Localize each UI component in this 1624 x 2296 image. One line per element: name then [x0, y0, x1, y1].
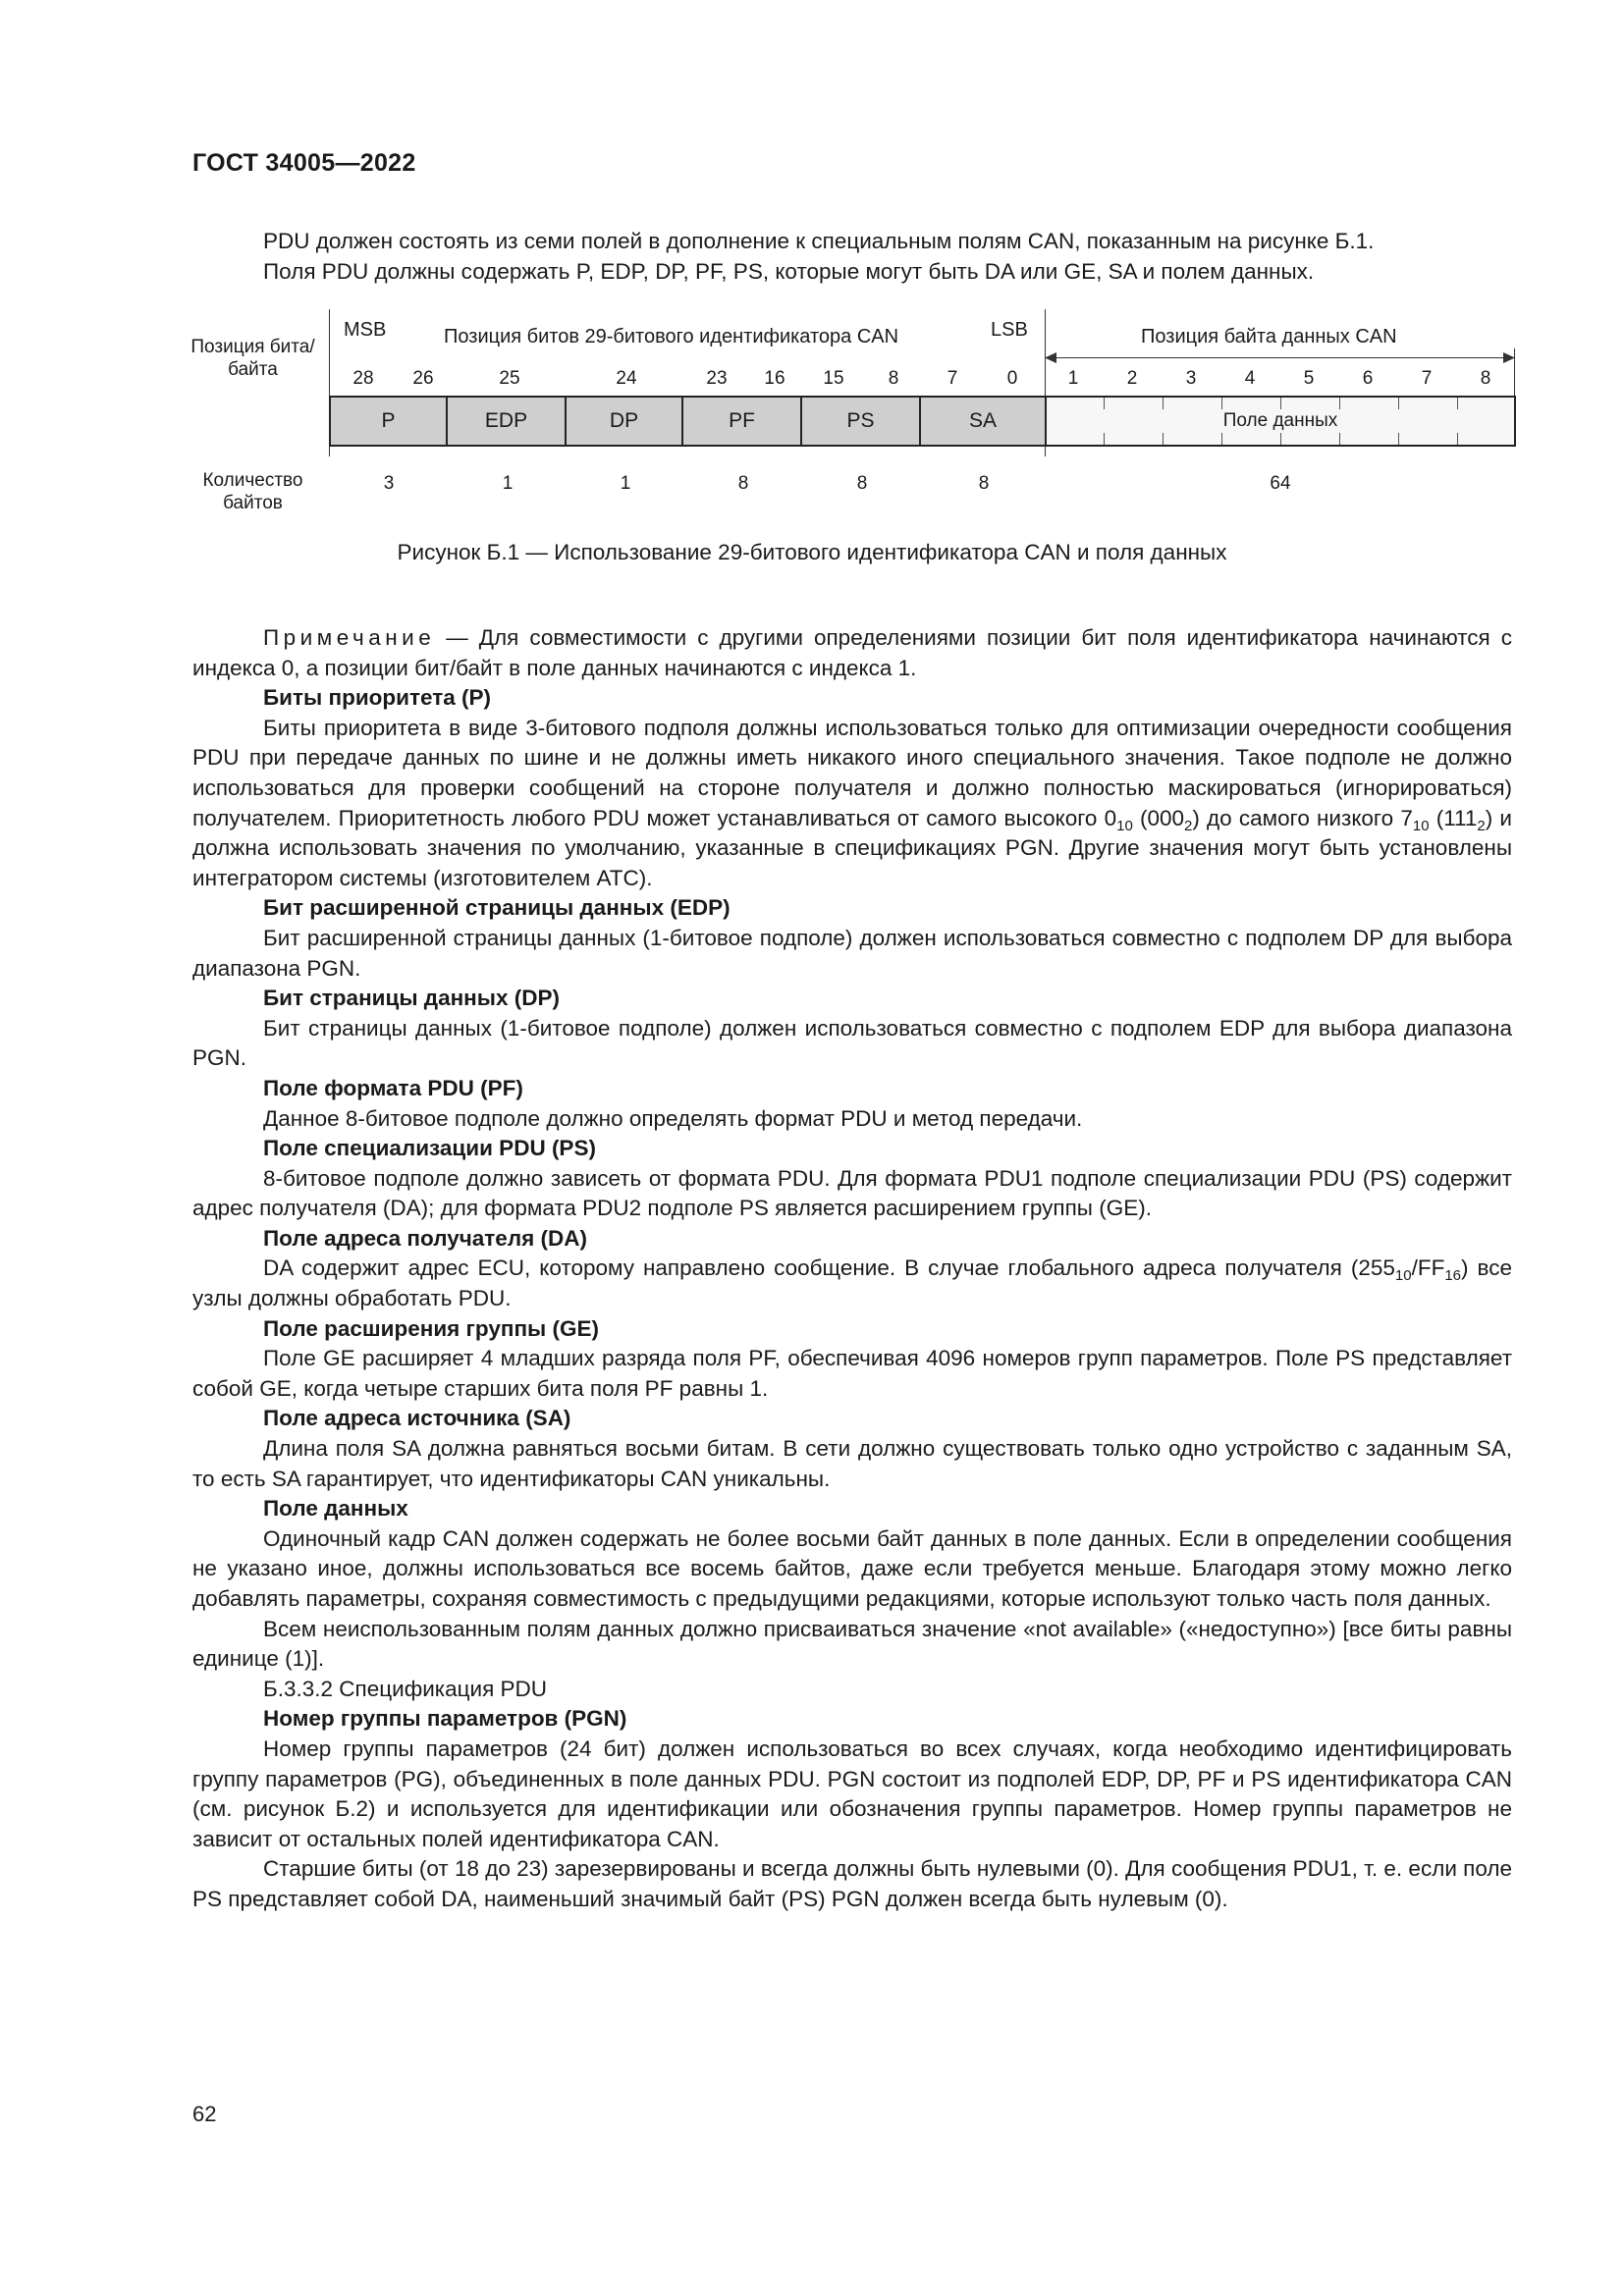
field-count: 1 [502, 473, 514, 494]
da-text-2: /FF [1411, 1255, 1445, 1281]
byte-tick [1163, 398, 1164, 409]
data-bytes-title: Позиция байта данных CAN [1141, 326, 1397, 347]
priority-val: ) до самого низкого 7 [1192, 805, 1413, 830]
dp-paragraph: Бит страницы данных (1-битовое подполе) должен использоваться совместно с подполем EDP для выбора диапазона PGN. [192, 1015, 1512, 1071]
field-dp: DP [565, 396, 683, 447]
figure-can-identifier [187, 309, 1512, 515]
byte-tick [1221, 433, 1222, 445]
subscript: 10 [1412, 817, 1430, 834]
bit-number: 7 [947, 368, 958, 389]
row-label-count: Количество байтов [202, 470, 303, 513]
heading-da: Поле адреса получателя (DA) [263, 1225, 587, 1251]
bit-number: 23 [706, 368, 728, 389]
heading-priority: Биты приоритета (P) [263, 685, 491, 711]
heading-edp: Бит расширенной страницы данных (EDP) [263, 895, 731, 921]
field-priority: P [329, 396, 448, 447]
intro-line-2: Поля PDU должны содержать P, EDP, DP, PF, PS, которые могут быть DA или GE, SA и полем данных. [263, 259, 1315, 284]
byte-tick [1339, 433, 1340, 445]
bit-number: 16 [764, 368, 785, 389]
ge-paragraph: Поле GE расширяет 4 младших разряда поля PF, обеспечивая 4096 номеров групп параметров. Поле PS представляет собой GE, когда четыре старших бита поля PF равны 1. [192, 1346, 1512, 1401]
byte-tick [1339, 398, 1340, 409]
data-paragraph-1: Одиночный кадр CAN должен содержать не более восьми байт данных в поле данных. Если в определении сообщения не указано иное, должны использоваться все восемь байтов, даже если требуется меньше. Благодаря этому можно легко добавлять параметры, сохраняя совместимость с предыдущими редакциями, которые используют только часть поля данных. [192, 1525, 1512, 1611]
byte-range-line [1053, 357, 1506, 358]
byte-number: 5 [1303, 368, 1315, 389]
page-number: 62 [192, 2102, 217, 2126]
field-count: 8 [737, 473, 749, 494]
sa-paragraph: Длина поля SA должна равняться восьми битам. В сети должно существовать только одно устройство с заданным SA, то есть SA гарантирует, что идентификаторы CAN уникальны. [192, 1436, 1512, 1491]
lsb-label: LSB [991, 319, 1028, 341]
bit-number: 25 [499, 368, 520, 389]
field-count: 64 [1270, 473, 1291, 494]
heading-pgn: Номер группы параметров (PGN) [263, 1706, 627, 1732]
ps-paragraph: 8-битовое подполе должно зависеть от формата PDU. Для формата PDU1 подполе специализации PDU (PS) содержит адрес получателя (DA); для формата PDU2 подполе PS является расширением группы (GE). [192, 1165, 1512, 1221]
byte-tick [1457, 433, 1458, 445]
msb-label: MSB [344, 319, 387, 341]
note-text: — Для совместимости с другими определениями позиции бит поля идентификатора начинаются с индекса 0, а позиции бит/байт в поле данных начинаются с индекса 1. [192, 625, 1512, 680]
subsection-title: Б.3.3.2 Спецификация PDU [263, 1676, 548, 1701]
byte-number: 3 [1185, 368, 1197, 389]
byte-tick [1104, 398, 1105, 409]
data-paragraph-2: Всем неиспользованным полям данных должно присваиваться значение «not available» («недоступно») [все биты равны единице (1)]. [192, 1616, 1512, 1672]
pgn-paragraph-2: Старшие биты (от 18 до 23) зарезервированы и всегда должны быть нулевыми (0). Для сообщения PDU1, т. е. если поле PS представляет собой DA, наименьший значимый байт (PS) PGN должен всегда быть нулевым (0). [192, 1856, 1512, 1911]
note-label: Примечание [263, 625, 436, 650]
bit-number: 0 [1006, 368, 1018, 389]
priority-text-2: ) и должна использовать значения по умолчанию, указанные в спецификациях PGN. Другие значения могут быть установлены интегратором системы (изготовителем АТС). [192, 805, 1513, 890]
subscript: 2 [1477, 817, 1486, 834]
document-header: ГОСТ 34005—2022 [192, 149, 416, 177]
subscript: 2 [1184, 817, 1193, 834]
heading-ge: Поле расширения группы (GE) [263, 1315, 600, 1341]
subscript: 10 [1116, 817, 1133, 834]
byte-number: 8 [1480, 368, 1491, 389]
priority-val: (000 [1132, 805, 1185, 830]
bit-number: 24 [616, 368, 637, 389]
heading-pf: Поле формата PDU (PF) [263, 1075, 523, 1100]
pgn-paragraph-1: Номер группы параметров (24 бит) должен использоваться во всех случаях, когда необходимо идентифицировать группу параметров (PG), объединенных в поле данных PDU. PGN состоит из подполей EDP, DP, PF и PS идентификатора CAN (см. рисунок Б.2) и используется для идентификации или обозначения группы параметров. Номер группы параметров не зависит от остальных полей идентификатора CAN. [192, 1735, 1512, 1851]
bit-number: 15 [823, 368, 844, 389]
field-pf: PF [681, 396, 802, 447]
byte-tick [1398, 433, 1399, 445]
priority-paragraph [192, 714, 1512, 894]
subscript: 10 [1394, 1267, 1412, 1285]
heading-dp: Бит страницы данных (DP) [263, 986, 560, 1011]
heading-sa: Поле адреса источника (SA) [263, 1406, 571, 1431]
field-edp: EDP [446, 396, 567, 447]
bit-number: 28 [352, 368, 374, 389]
priority-val: (111 [1429, 805, 1478, 830]
edp-paragraph: Бит расширенной страницы данных (1-битовое подполе) должен использоваться совместно с подполем DP для выбора диапазона PGN. [192, 925, 1512, 981]
byte-tick [1280, 433, 1281, 445]
bit-number: 8 [888, 368, 899, 389]
row-label-position: Позиция бита/байта [190, 337, 315, 380]
field-ps: PS [800, 396, 921, 447]
byte-tick [1163, 433, 1164, 445]
figure-caption: Рисунок Б.1 — Использование 29-битового идентификатора CAN и поля данных [397, 540, 1227, 564]
byte-number: 6 [1362, 368, 1374, 389]
field-count: 8 [978, 473, 990, 494]
pf-paragraph: Данное 8-битовое подполе должно определять формат PDU и метод передачи. [263, 1105, 1083, 1131]
arrow-left-icon [1045, 351, 1056, 364]
byte-tick [1104, 433, 1105, 445]
note-paragraph [192, 623, 1512, 683]
field-count: 1 [620, 473, 631, 494]
field-data: Поле данных [1045, 396, 1516, 447]
subscript: 16 [1444, 1267, 1462, 1285]
byte-number: 2 [1126, 368, 1138, 389]
byte-number: 1 [1067, 368, 1079, 389]
field-count: 8 [856, 473, 868, 494]
priority-val: 0 [1104, 805, 1117, 830]
heading-ps: Поле специализации PDU (PS) [263, 1136, 596, 1161]
field-count: 3 [383, 473, 395, 494]
byte-tick [1398, 398, 1399, 409]
da-text-1: DA содержит адрес ECU, которому направлено сообщение. В случае глобального адреса получателя (255 [263, 1255, 1395, 1281]
intro-paragraph [263, 226, 1512, 287]
priority-text-1: Биты приоритета в виде 3-битового подполя должны использоваться только для оптимизации очередности сообщения PDU при передаче данных по шине и не должны иметь никакого иного специального значения. Такое подполе не должно использоваться для проверки сообщений на стороне получателя и должно полностью маскироваться (игнорироваться) получателем. Приоритетность любого PDU может устанавливаться от самого высокого [192, 715, 1512, 830]
byte-number: 7 [1421, 368, 1433, 389]
id-bits-title: Позиция битов 29-битового идентификатора CAN [444, 326, 899, 347]
byte-tick [1280, 398, 1281, 409]
field-sa: SA [919, 396, 1047, 447]
da-text-3: ) все узлы должны обработать PDU. [192, 1255, 1512, 1311]
bit-number: 26 [412, 368, 434, 389]
byte-tick [1221, 398, 1222, 409]
da-paragraph [192, 1254, 1512, 1313]
document-body [192, 623, 1512, 1915]
byte-tick [1457, 398, 1458, 409]
heading-data-field: Поле данных [263, 1496, 408, 1522]
byte-number: 4 [1244, 368, 1256, 389]
intro-line-1: PDU должен состоять из семи полей в дополнение к специальным полям CAN, показанным на рисунке Б.1. [263, 229, 1375, 253]
arrow-right-icon [1503, 351, 1515, 364]
